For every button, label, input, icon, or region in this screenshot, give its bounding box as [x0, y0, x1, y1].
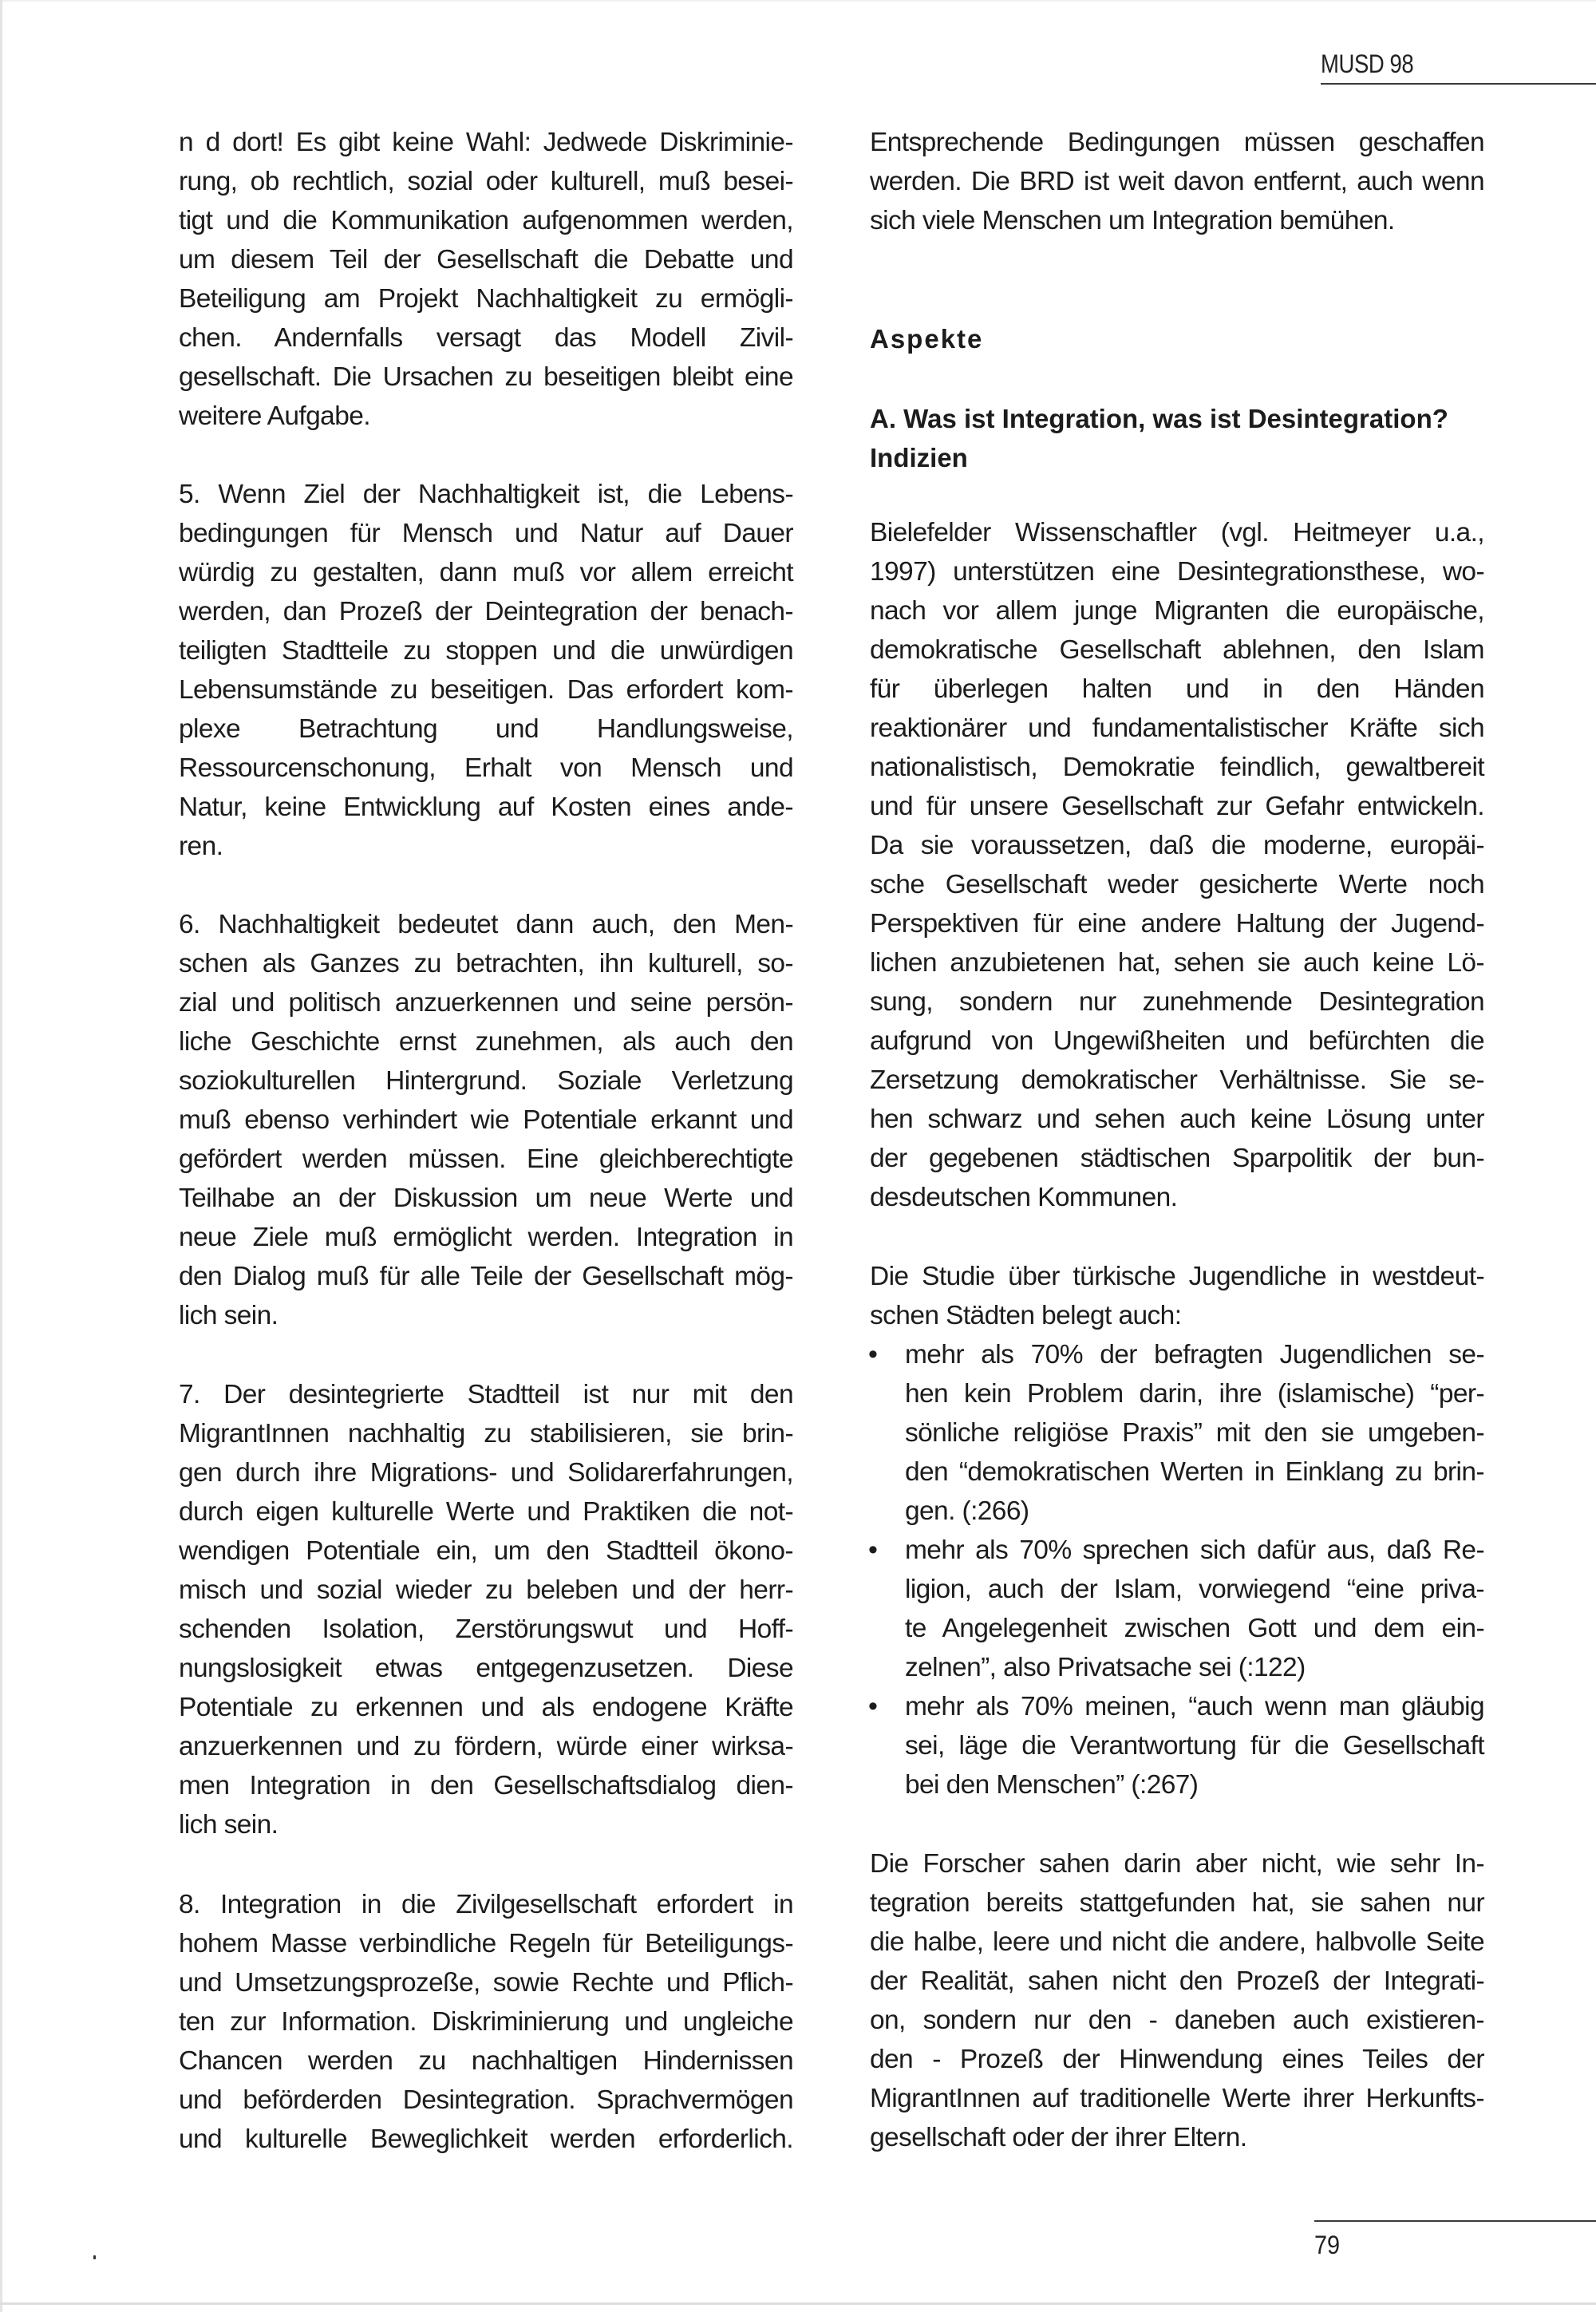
text-line: chen. Andernfalls versagt das Modell Zivil- — [179, 323, 793, 353]
text-line: mehr als 70% der befragten Jugendlichen se- — [905, 1340, 1484, 1369]
text-line: hohem Masse verbindliche Regeln für Beteiligungs- — [179, 1929, 793, 1958]
text-line: schenden Isolation, Zerstörungswut und Hoff- — [179, 1614, 793, 1644]
text-line: 1997) unterstützen eine Desintegrationsthese, wo- — [870, 557, 1484, 587]
text-line: hen schwarz und sehen auch keine Lösung unter — [870, 1105, 1484, 1134]
text-line: der gegebenen städtischen Sparpolitik der bun- — [870, 1144, 1484, 1173]
text-line: gesellschaft oder der ihrer Eltern. — [870, 2123, 1247, 2152]
text-line: und beförderden Desintegration. Sprachvermögen — [179, 2085, 793, 2115]
text-line: ten zur Information. Diskriminierung und ungleiche — [179, 2007, 793, 2037]
text-line: men Integration in den Gesellschaftsdialog dien- — [179, 1771, 793, 1800]
text-line: sung, sondern nur zunehmende Desintegration — [870, 987, 1484, 1017]
text-line: zial und politisch anzuerkennen und seine persön- — [179, 988, 793, 1018]
text-line: und Umsetzungsprozeße, sowie Rechte und Pflich- — [179, 1968, 793, 1998]
text-line: rung, ob rechtlich, sozial oder kulturell, muß besei- — [179, 167, 793, 196]
text-line: und für unsere Gesellschaft zur Gefahr entwickeln. — [870, 792, 1484, 821]
text-line: lich sein. — [179, 1810, 279, 1840]
text-line: MigrantInnen nachhaltig zu stabilisieren, sie brin- — [179, 1419, 793, 1448]
text-line: Da sie voraussetzen, daß die moderne, europäi- — [870, 831, 1484, 860]
text-line: würdig zu gestalten, dann muß vor allem erreicht — [179, 558, 793, 587]
text-line: weitere Aufgabe. — [179, 401, 370, 431]
footer-rule — [1314, 2220, 1596, 2222]
text-line: Beteiligung am Projekt Nachhaltigkeit zu ermögli- — [179, 284, 793, 314]
text-line: Bielefelder Wissenschaftler (vgl. Heitmeyer u.a., — [870, 518, 1484, 547]
text-line: te Angelegenheit zwischen Gott und dem ein- — [905, 1614, 1484, 1643]
text-line: 7. Der desintegrierte Stadtteil ist nur mit den — [179, 1380, 793, 1409]
page-number: 79 — [1314, 2231, 1341, 2259]
text-line: den Dialog muß für alle Teile der Gesellschaft mög- — [179, 1262, 793, 1291]
text-line: anzuerkennen und zu fördern, würde einer wirksa- — [179, 1732, 793, 1761]
text-line: soziokulturellen Hintergrund. Soziale Verletzung — [179, 1066, 793, 1096]
running-head: MUSD 98 — [1321, 49, 1414, 78]
text-line: desdeutschen Kommunen. — [870, 1183, 1178, 1212]
text-line: den - Prozeß der Hinwendung eines Teiles der — [870, 2045, 1484, 2074]
text-line: für überlegen halten und in den Händen — [870, 674, 1484, 704]
text-line: nungslosigkeit etwas entgegenzusetzen. Diese — [179, 1654, 793, 1683]
text-line: Lebensumstände zu beseitigen. Das erfordert kom- — [179, 675, 793, 705]
text-line: liche Geschichte ernst zunehmen, als auch den — [179, 1027, 793, 1057]
page-edge-bottom — [0, 2302, 1596, 2305]
bullet-icon: • — [868, 1535, 878, 1565]
text-line: tigt und die Kommunikation aufgenommen werden, — [179, 206, 793, 235]
text-line: aufgrund von Ungewißheiten und befürchten die — [870, 1026, 1484, 1056]
text-line: sei, läge die Verantwortung für die Gesellschaft — [905, 1731, 1484, 1761]
text-line: neue Ziele muß ermöglicht werden. Integration in — [179, 1223, 793, 1252]
text-line: Teilhabe an der Diskussion um neue Werte und — [179, 1184, 793, 1213]
text-line: schen als Ganzes zu betrachten, ihn kulturell, so- — [179, 949, 793, 978]
text-line: werden. Die BRD ist weit davon entfernt, auch wenn — [870, 167, 1484, 196]
text-line: und kulturelle Beweglichkeit werden erforderlich. — [179, 2124, 793, 2154]
text-line: den “demokratischen Werten in Einklang zu brin- — [905, 1457, 1484, 1487]
text-line: sönliche religiöse Praxis” mit den sie umgeben- — [905, 1418, 1484, 1448]
text-line: MigrantInnen auf traditionelle Werte ihrer Herkunfts- — [870, 2084, 1484, 2113]
text-line: misch und sozial wieder zu beleben und der herr- — [179, 1575, 793, 1605]
text-line: wendigen Potentiale ein, um den Stadtteil ökono- — [179, 1536, 793, 1566]
text-line: n d dort! Es gibt keine Wahl: Jedwede Diskriminie- — [179, 128, 793, 157]
text-line: die halbe, leere und nicht die andere, halbvolle Seite — [870, 1927, 1484, 1957]
text-line: Potentiale zu erkennen und als endogene Kräfte — [179, 1693, 793, 1722]
text-line: gen. (:266) — [905, 1496, 1029, 1526]
text-line: schen Städten belegt auch: — [870, 1301, 1182, 1330]
page-edge-top — [0, 0, 1596, 2]
text-line: gen durch ihre Migrations- und Solidarerfahrungen, — [179, 1458, 793, 1488]
text-line: tegration bereits stattgefunden hat, sie sahen nur — [870, 1888, 1484, 1918]
bullet-icon: • — [868, 1691, 878, 1721]
text-line: on, sondern nur den - daneben auch existieren- — [870, 2006, 1484, 2035]
text-line: Entsprechende Bedingungen müssen geschaffen — [870, 128, 1484, 157]
scan-speck — [93, 2255, 96, 2259]
text-line: mehr als 70% meinen, “auch wenn man gläubig — [905, 1692, 1484, 1721]
text-line: plexe Betrachtung und Handlungsweise, — [179, 714, 793, 744]
text-line: lich sein. — [179, 1301, 279, 1330]
text-line: sich viele Menschen um Integration bemühen. — [870, 206, 1395, 235]
text-line: nationalistisch, Demokratie feindlich, gewaltbereit — [870, 753, 1484, 782]
text-line: um diesem Teil der Gesellschaft die Debatte und — [179, 245, 793, 275]
bullet-icon: • — [868, 1339, 878, 1369]
text-line: Die Studie über türkische Jugendliche in westdeut- — [870, 1262, 1484, 1291]
text-line: 5. Wenn Ziel der Nachhaltigkeit ist, die Lebens- — [179, 480, 793, 509]
text-line: Natur, keine Entwicklung auf Kosten eines ande- — [179, 792, 793, 822]
text-line: Zersetzung demokratischer Verhältnisse. Sie se- — [870, 1065, 1484, 1095]
subsection-heading-line2: Indizien — [870, 443, 968, 472]
text-line: gesellschaft. Die Ursachen zu beseitigen bleibt eine — [179, 362, 793, 392]
text-line: mehr als 70% sprechen sich dafür aus, daß Re- — [905, 1535, 1484, 1565]
text-line: demokratische Gesellschaft ablehnen, den Islam — [870, 635, 1484, 665]
section-heading: Aspekte — [870, 324, 984, 354]
text-line: bei den Menschen” (:267) — [905, 1770, 1199, 1800]
subsection-heading-line1: A. Was ist Integration, was ist Desintegration? — [870, 404, 1448, 433]
text-line: reaktionärer und fundamentalistischer Kräfte sich — [870, 713, 1484, 743]
page-edge-left — [0, 0, 2, 2312]
text-line: ligion, auch der Islam, vorwiegend “eine priva- — [905, 1575, 1484, 1604]
text-line: Die Forscher sahen darin aber nicht, wie sehr In- — [870, 1849, 1484, 1879]
text-line: lichen anzubietenen hat, sehen sie auch keine Lö- — [870, 948, 1484, 978]
text-line: nach vor allem junge Migranten die europäische, — [870, 596, 1484, 626]
text-line: Chancen werden zu nachhaltigen Hindernissen — [179, 2046, 793, 2076]
header-rule — [1321, 83, 1596, 85]
text-line: 6. Nachhaltigkeit bedeutet dann auch, den Men- — [179, 910, 793, 939]
text-line: der Realität, sahen nicht den Prozeß der Integrati- — [870, 1966, 1484, 1996]
text-line: muß ebenso verhindert wie Potentiale erkannt und — [179, 1105, 793, 1135]
text-line: ren. — [179, 832, 223, 861]
text-line: gefördert werden müssen. Eine gleichberechtigte — [179, 1144, 793, 1174]
text-line: hen kein Problem darin, ihre (islamische) “per- — [905, 1379, 1484, 1409]
text-line: zelnen”, also Privatsache sei (:122) — [905, 1653, 1306, 1682]
text-line: Ressourcenschonung, Erhalt von Mensch und — [179, 753, 793, 783]
text-line: 8. Integration in die Zivilgesellschaft erfordert in — [179, 1890, 793, 1919]
text-line: Perspektiven für eine andere Haltung der Jugend- — [870, 909, 1484, 939]
text-line: werden, dan Prozeß der Deintegration der benach- — [179, 597, 793, 626]
text-line: teiligten Stadtteile zu stoppen und die unwürdigen — [179, 636, 793, 666]
text-line: bedingungen für Mensch und Natur auf Dauer — [179, 519, 793, 548]
text-line: sche Gesellschaft weder gesicherte Werte noch — [870, 870, 1484, 899]
text-line: durch eigen kulturelle Werte und Praktiken die not- — [179, 1497, 793, 1527]
